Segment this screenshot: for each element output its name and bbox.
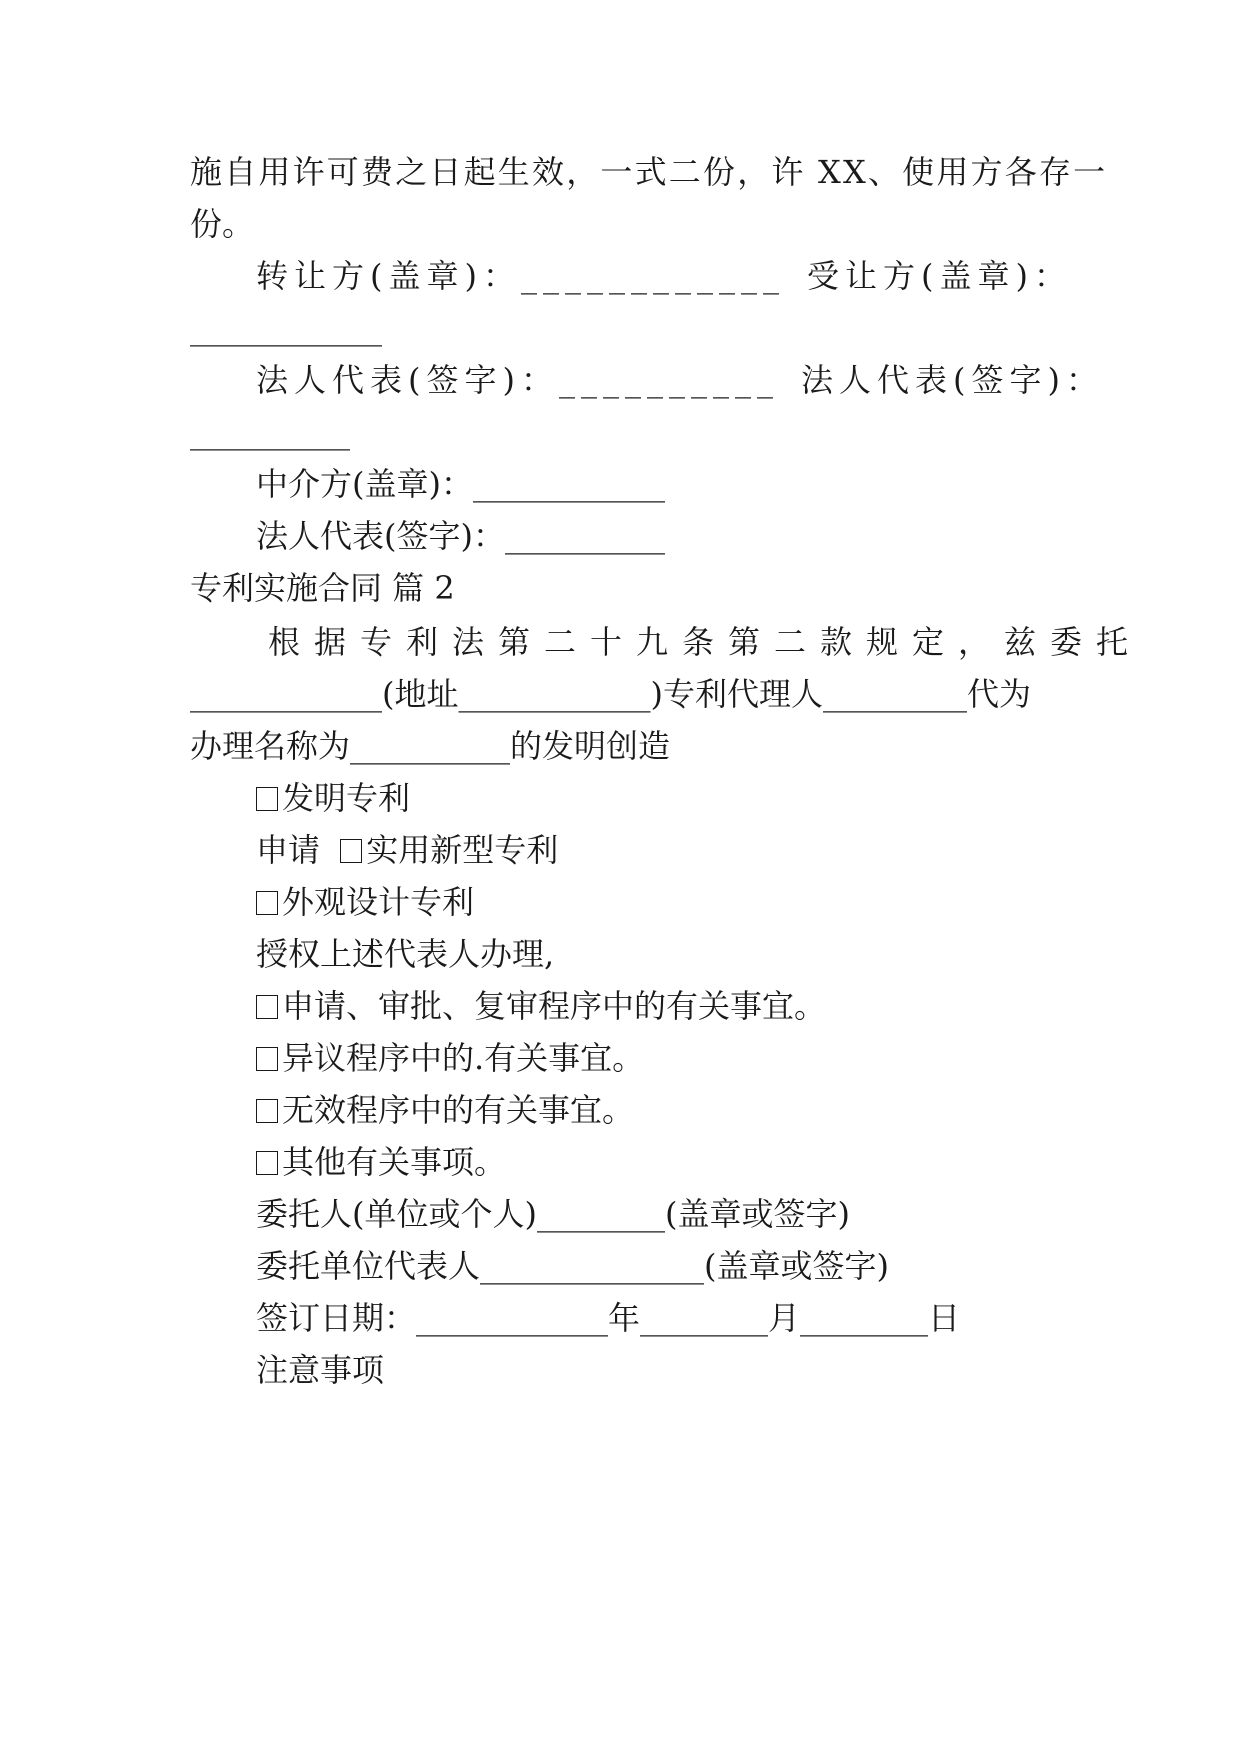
text-line: 份。 bbox=[190, 205, 255, 243]
checkbox-item bbox=[256, 1038, 644, 1078]
checkbox-item bbox=[256, 1090, 634, 1130]
checkbox bbox=[340, 839, 362, 863]
signature-line-legal-rep bbox=[256, 360, 1104, 400]
checkbox bbox=[256, 1099, 278, 1123]
checkbox-item bbox=[256, 986, 826, 1026]
checkbox bbox=[256, 891, 278, 915]
checkbox-label: 实用新型专利 bbox=[366, 831, 559, 869]
signature-line-transferor bbox=[256, 256, 1072, 296]
blank-line: __________ bbox=[190, 413, 350, 451]
intermediary-legal-rep-line: 法人代表(签字)：__________ bbox=[256, 517, 665, 555]
checkbox-label: 异议程序中的.有关事宜。 bbox=[282, 1039, 645, 1077]
text-line: 委托单位代表人______________(盖章或签字) bbox=[256, 1247, 889, 1285]
text-line: 施自用许可费之日起生效，一式二份，许 XX、使用方各存一 bbox=[190, 153, 1108, 191]
notes-heading: 注意事项 bbox=[256, 1351, 385, 1389]
checkbox-label: 外观设计专利 bbox=[282, 883, 475, 921]
checkbox-label: 发明专利 bbox=[282, 779, 411, 817]
checkbox bbox=[256, 1151, 278, 1175]
legal-rep-sign-label-2: 法人代表(签字)： bbox=[800, 361, 1104, 399]
checkbox bbox=[256, 995, 278, 1019]
section-heading: 专利实施合同 篇 2 bbox=[190, 569, 455, 607]
checkbox-item bbox=[256, 882, 474, 922]
text-line: ____________(地址____________)专利代理人_________代为 bbox=[190, 675, 1031, 713]
checkbox-item bbox=[256, 778, 410, 818]
text-line: 委托人(单位或个人)________(盖章或签字) bbox=[256, 1195, 850, 1233]
legal-rep-sign-label: 法人代表(签字)：__________ bbox=[256, 361, 779, 399]
text-line: 授权上述代表人办理, bbox=[256, 935, 555, 973]
date-line: 签订日期：____________年________月________日 bbox=[256, 1299, 961, 1337]
checkbox-label: 申请、审批、复审程序中的有关事宜。 bbox=[282, 987, 827, 1025]
transferor-seal-label: 转让方(盖章)：____________ bbox=[256, 257, 785, 295]
text-line: 根据专利法第二十九条第二款规定，兹委托 bbox=[268, 623, 1143, 661]
intermediary-seal-line: 中介方(盖章)：____________ bbox=[256, 465, 665, 503]
apply-label: 申请 bbox=[256, 831, 331, 869]
checkbox-label: 无效程序中的有关事宜。 bbox=[282, 1091, 635, 1129]
checkbox-label: 其他有关事项。 bbox=[282, 1143, 507, 1181]
checkbox-item bbox=[256, 830, 558, 870]
checkbox bbox=[256, 1047, 278, 1071]
text-line: 办理名称为__________的发明创造 bbox=[190, 727, 671, 765]
transferee-seal-label: 受让方(盖章)： bbox=[806, 257, 1072, 295]
checkbox-item bbox=[256, 1142, 506, 1182]
blank-line: ____________ bbox=[190, 309, 382, 347]
checkbox bbox=[256, 787, 278, 811]
